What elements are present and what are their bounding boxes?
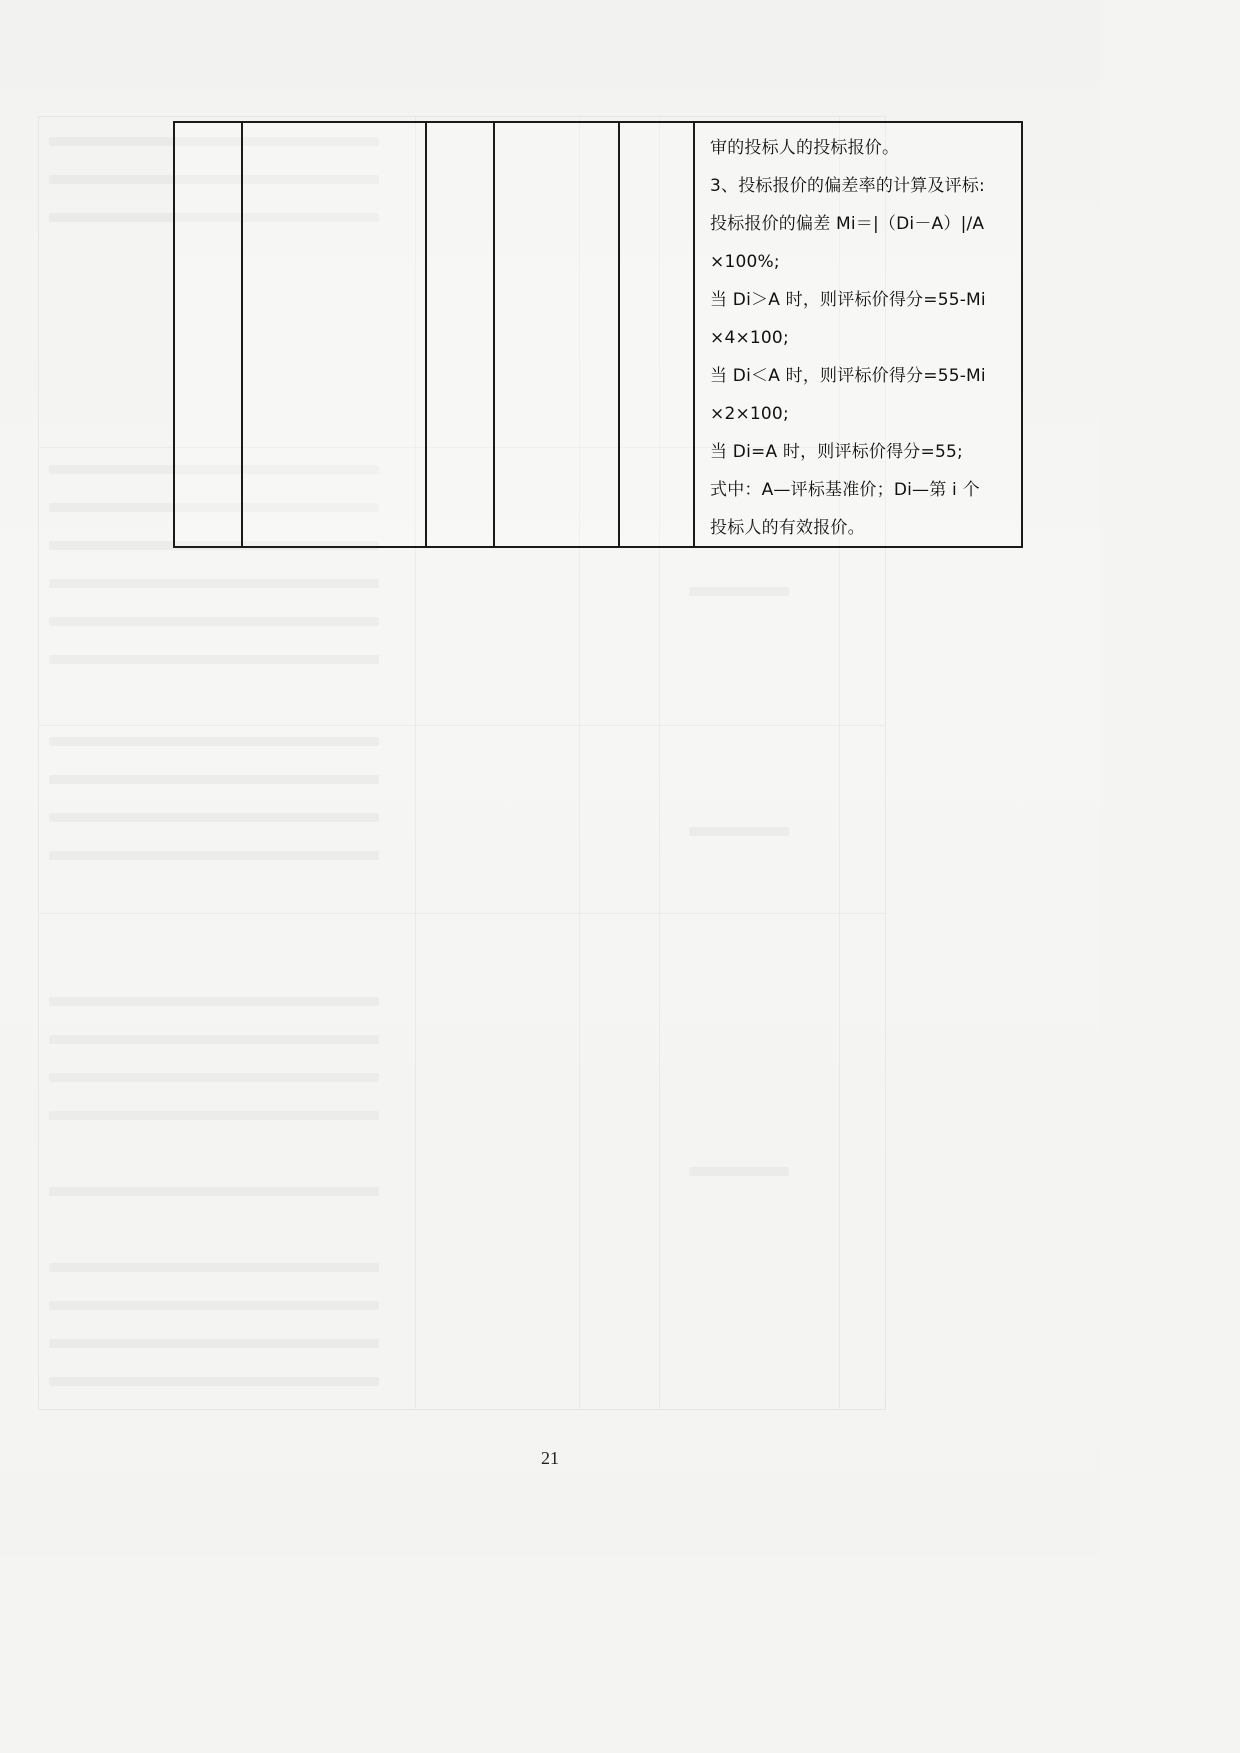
scoring-criteria-cell bbox=[710, 129, 1015, 547]
table-text-line: 当 Di＜A 时，则评标价得分=55-Mi bbox=[710, 366, 986, 386]
table-text-line: 审的投标人的投标报价。 bbox=[710, 138, 900, 158]
table-column-divider bbox=[618, 123, 620, 546]
table-column-divider bbox=[493, 123, 495, 546]
table-column-divider bbox=[693, 123, 695, 546]
scoring-table bbox=[173, 121, 1023, 548]
table-text-line: ×100%; bbox=[710, 252, 780, 272]
page-number: 21 bbox=[541, 1448, 559, 1468]
table-text-line: ×4×100; bbox=[710, 328, 789, 348]
table-text-line: 投标人的有效报价。 bbox=[710, 518, 865, 538]
table-column-divider bbox=[241, 123, 243, 546]
table-column-divider bbox=[425, 123, 427, 546]
table-text-line: 投标报价的偏差 Mi＝|（Di－A）|/A bbox=[710, 214, 985, 234]
table-text-line: 当 Di=A 时，则评标价得分=55; bbox=[710, 442, 963, 462]
table-text-line: 式中：A—评标基准价；Di—第 i 个 bbox=[710, 480, 980, 500]
table-text-line: 3、投标报价的偏差率的计算及评标: bbox=[710, 176, 985, 196]
table-text-line: 当 Di＞A 时，则评标价得分=55-Mi bbox=[710, 290, 986, 310]
table-text-line: ×2×100; bbox=[710, 404, 789, 424]
